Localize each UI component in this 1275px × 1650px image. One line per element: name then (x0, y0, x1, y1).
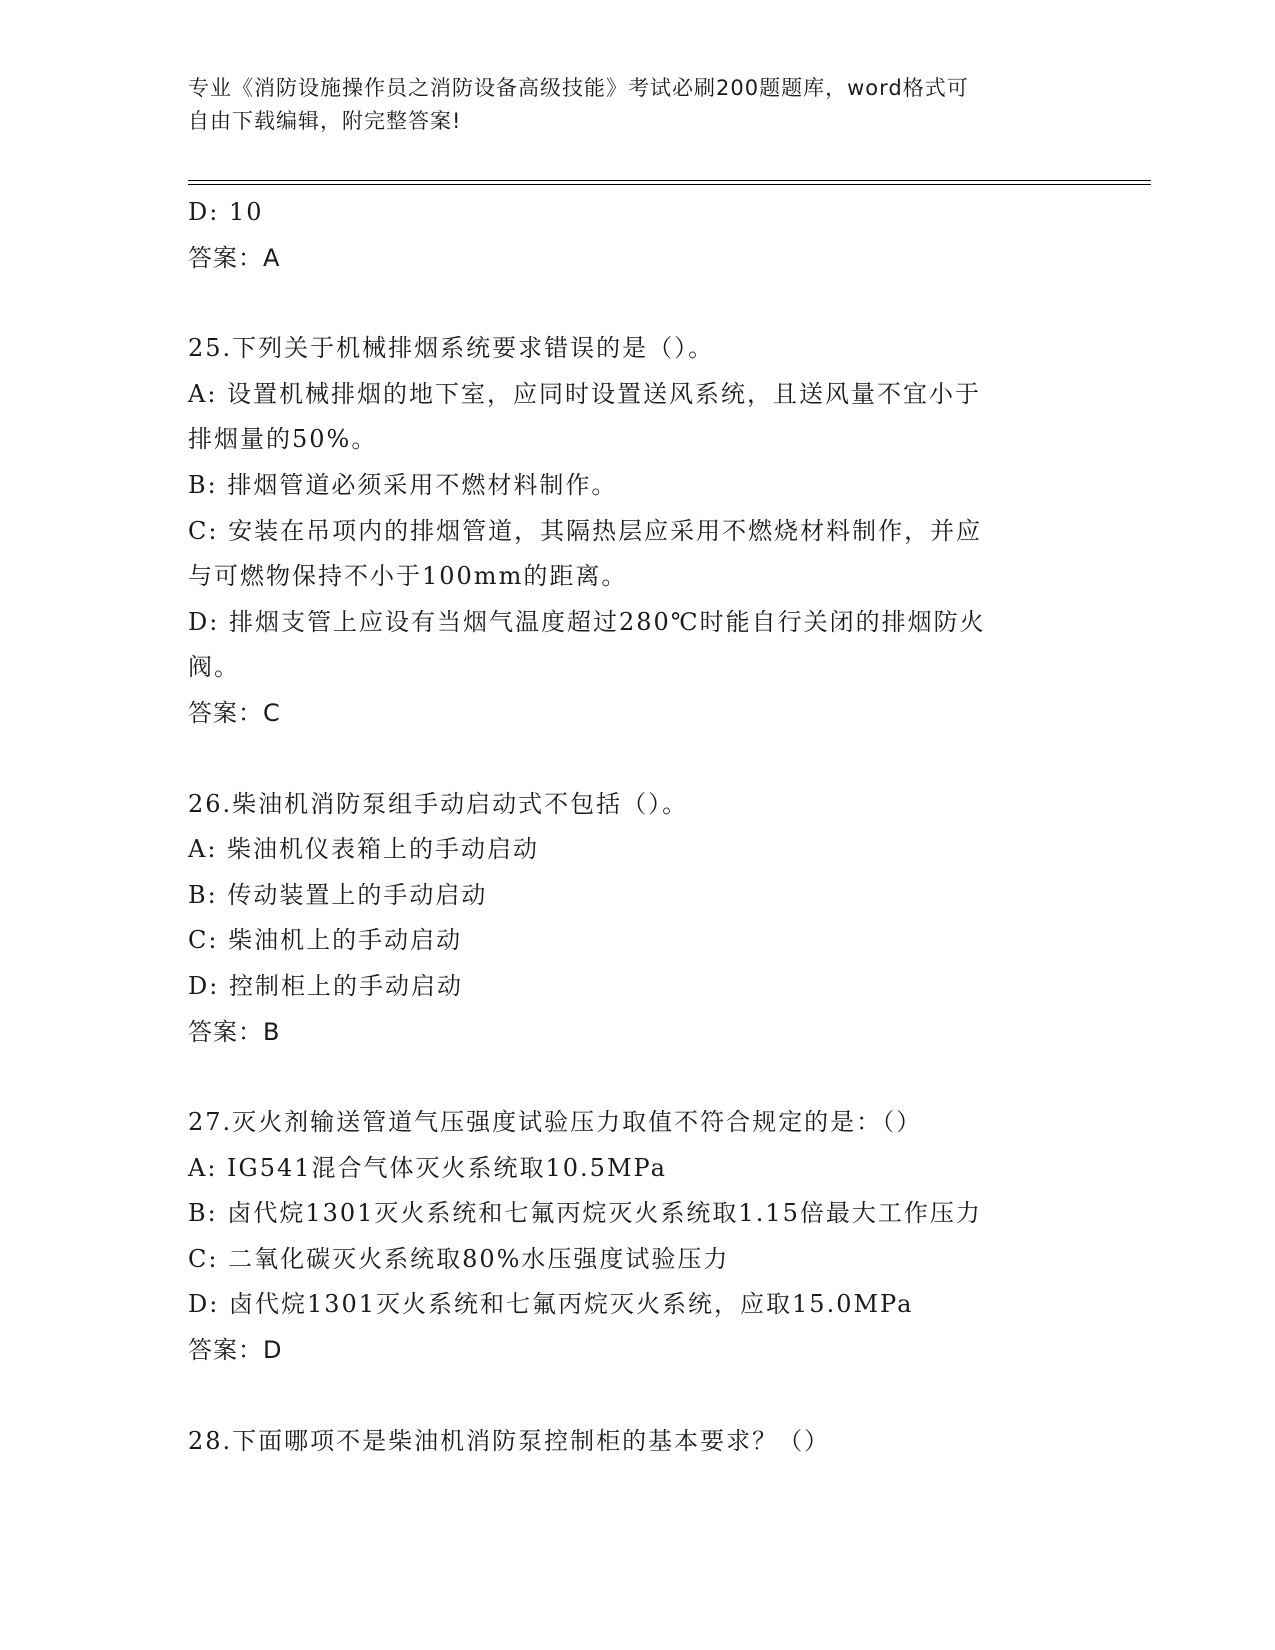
option-c: C: 柴油机上的手动启动 (188, 926, 463, 955)
document-header (188, 72, 1068, 138)
option-d: D: 卤代烷1301灭火系统和七氟丙烷灭火系统，应取15.0MPa (188, 1290, 914, 1319)
question-stem: 27.灭火剂输送管道气压强度试验压力取值不符合规定的是：（） (188, 1108, 923, 1137)
question-stem: 26.柴油机消防泵组手动启动式不包括（）。 (188, 789, 689, 818)
document-body (188, 190, 1088, 1464)
option-d: D: 控制柜上的手动启动 (188, 971, 463, 1000)
option-a: A: IG541混合气体灭火系统取10.5MPa (188, 1153, 667, 1182)
spacer (188, 1374, 1088, 1419)
question-stem: 25.下列关于机械排烟系统要求错误的是（）。 (188, 334, 715, 363)
answer-line: 答案：B (188, 1017, 281, 1046)
option-b: B: 传动装置上的手动启动 (188, 880, 488, 909)
question-25 (188, 326, 1088, 736)
previous-question-tail (188, 190, 1088, 281)
spacer (188, 737, 1088, 782)
option-a-continued: 排烟量的50%。 (188, 425, 378, 454)
answer-line: 答案：C (188, 698, 281, 727)
option-d-continued: 阀。 (188, 653, 240, 682)
spacer (188, 1055, 1088, 1100)
option-c: C: 二氧化碳灭火系统取80%水压强度试验压力 (188, 1244, 730, 1273)
option-b: B: 排烟管道必须采用不燃材料制作。 (188, 470, 618, 499)
option-b: B: 卤代烷1301灭火系统和七氟丙烷灭火系统取1.15倍最大工作压力 (188, 1199, 982, 1228)
option-a: A: 设置机械排烟的地下室，应同时设置送风系统，且送风量不宜小于 (188, 379, 982, 408)
option-a: A: 柴油机仪表箱上的手动启动 (188, 835, 540, 864)
option-c: C: 安装在吊项内的排烟管道，其隔热层应采用不燃烧材料制作，并应 (188, 516, 983, 545)
option-d: D: 排烟支管上应设有当烟气温度超过280℃时能自行关闭的排烟防火 (188, 607, 986, 636)
header-line-2: 自由下载编辑，附完整答案! (188, 109, 462, 133)
answer-line: 答案：A (188, 243, 281, 272)
question-stem: 28.下面哪项不是柴油机消防泵控制柜的基本要求？（） (188, 1426, 831, 1455)
header-line-1: 专业《消防设施操作员之消防设备高级技能》考试必刷200题题库，word格式可 (188, 76, 969, 100)
answer-line: 答案：D (188, 1336, 283, 1365)
spacer (188, 281, 1088, 326)
question-28 (188, 1419, 1088, 1465)
header-divider (188, 180, 1151, 185)
option-d: D: 10 (188, 198, 264, 226)
option-c-continued: 与可燃物保持不小于100mm的距离。 (188, 562, 628, 591)
question-26 (188, 782, 1088, 1056)
question-27 (188, 1100, 1088, 1374)
